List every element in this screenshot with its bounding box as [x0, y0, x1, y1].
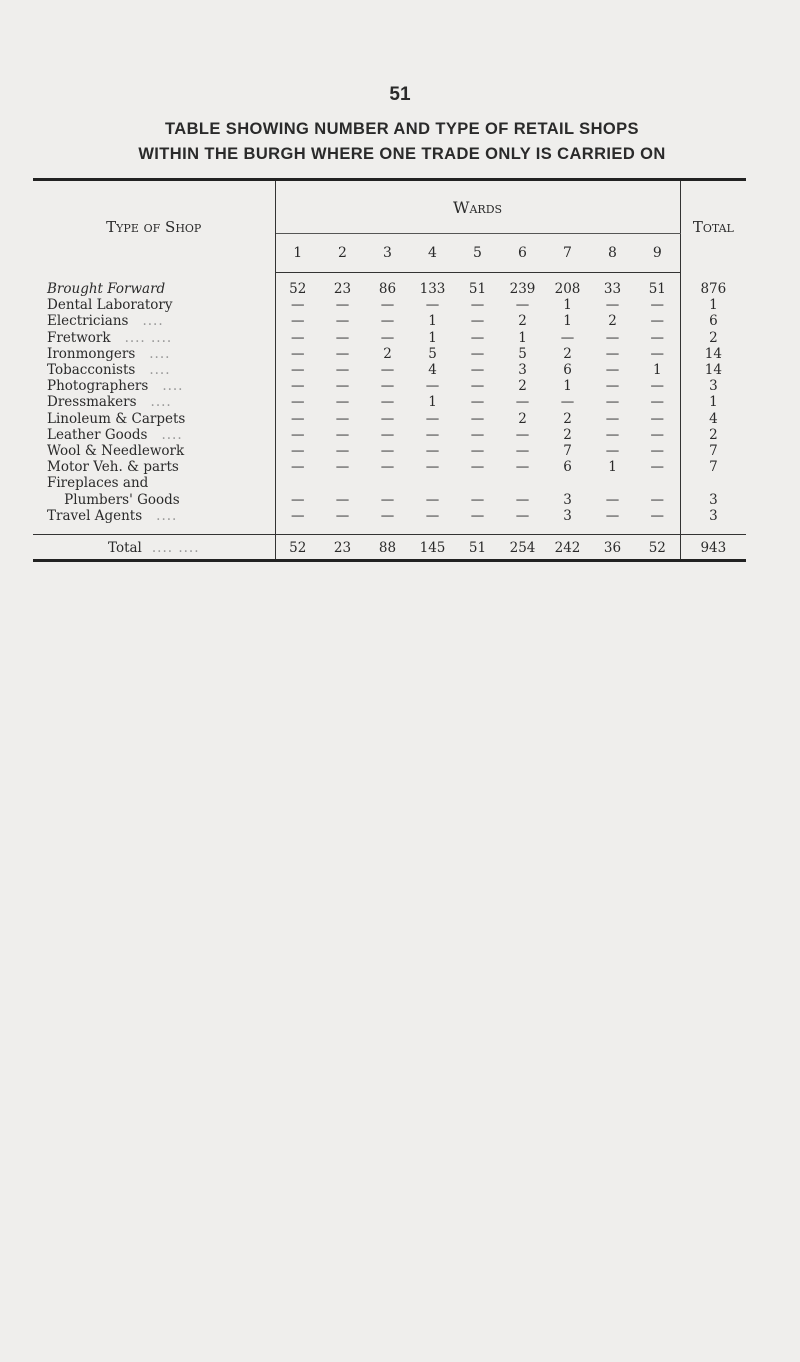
- ward-value-cell: 1: [563, 297, 572, 314]
- ward-value-cell: —: [605, 442, 620, 459]
- ward-value-cell: —: [605, 345, 620, 362]
- shop-type-label: Brought Forward: [47, 280, 166, 297]
- ward-value-cell: —: [380, 362, 395, 379]
- ward-value-cell: [365, 475, 410, 491]
- ward-value-cell: 51: [648, 281, 666, 298]
- ward-value-cell: 4: [428, 362, 437, 379]
- ward-value-cell: —: [560, 394, 575, 411]
- ward-value-cell: —: [291, 313, 305, 330]
- ward-value-cell: —: [335, 459, 350, 476]
- ward-value-cell: 133: [419, 281, 446, 298]
- ward-total-cell: 254: [500, 534, 545, 560]
- total-header: Total: [680, 180, 746, 273]
- table-row: [33, 443, 746, 459]
- ward-value-cell: [455, 475, 500, 491]
- table-row: [33, 273, 746, 298]
- row-total-cell: 1: [680, 394, 746, 410]
- ward-value-cell: —: [335, 442, 350, 459]
- leader-dots: .... ....: [124, 329, 173, 346]
- ward-value-cell: —: [291, 345, 305, 362]
- ward-value-cell: —: [650, 394, 665, 411]
- ward-value-cell: —: [380, 329, 395, 346]
- shop-type-label: Leather Goods: [47, 426, 148, 443]
- table-row: [33, 346, 746, 362]
- ward-number-header: 5: [455, 234, 500, 273]
- totals-row: [33, 534, 746, 560]
- ward-value-cell: —: [650, 313, 665, 330]
- ward-value-cell: 5: [428, 345, 437, 362]
- row-total-cell: 7: [680, 459, 746, 475]
- ward-value-cell: —: [291, 426, 305, 443]
- ward-value-cell: 3: [563, 491, 572, 508]
- shop-type-label: Photographers: [47, 378, 149, 395]
- ward-total-cell: 52: [635, 534, 680, 560]
- ward-number-header: 6: [500, 234, 545, 273]
- leader-dots: ....: [149, 345, 171, 362]
- ward-value-cell: 3: [518, 362, 527, 379]
- row-total-cell: 876: [680, 273, 746, 298]
- ward-value-cell: —: [335, 491, 350, 508]
- ward-number-header: 7: [545, 234, 590, 273]
- shop-type-label: Wool & Needlework: [47, 442, 185, 459]
- ward-value-cell: 1: [563, 378, 572, 395]
- ward-total-cell: 88: [365, 534, 410, 560]
- ward-value-cell: —: [650, 345, 665, 362]
- leader-dots: ....: [142, 313, 164, 330]
- ward-value-cell: —: [291, 297, 305, 314]
- ward-value-cell: 3: [563, 507, 572, 524]
- ward-value-cell: —: [335, 426, 350, 443]
- table-row: [33, 362, 746, 378]
- ward-value-cell: —: [605, 362, 620, 379]
- shop-type-label: Dressmakers: [47, 394, 137, 411]
- ward-value-cell: —: [605, 410, 620, 427]
- ward-value-cell: —: [470, 394, 485, 411]
- ward-value-cell: —: [470, 459, 485, 476]
- ward-value-cell: —: [291, 410, 305, 427]
- totals-label-cell: [33, 534, 275, 560]
- shop-type-cell: [33, 508, 275, 535]
- ward-value-cell: 52: [289, 281, 307, 298]
- ward-value-cell: [635, 475, 680, 491]
- ward-value-cell: —: [425, 442, 440, 459]
- shop-type-label: Electricians: [47, 313, 129, 330]
- ward-value-cell: —: [380, 297, 395, 314]
- shop-type-cell: [33, 346, 275, 362]
- ward-value-cell: —: [335, 297, 350, 314]
- shop-type-label: Plumbers' Goods: [47, 491, 180, 508]
- ward-value-cell: 2: [518, 313, 527, 330]
- ward-value-cell: 2: [383, 345, 392, 362]
- ward-value-cell: —: [335, 378, 350, 395]
- table-row: [33, 491, 746, 507]
- ward-value-cell: —: [335, 329, 350, 346]
- table-row: [33, 394, 746, 410]
- ward-value-cell: —: [425, 378, 440, 395]
- ward-total-cell: 51: [455, 534, 500, 560]
- ward-value-cell: —: [470, 426, 485, 443]
- ward-value-cell: [500, 475, 545, 491]
- shop-type-cell: [33, 394, 275, 410]
- ward-value-cell: —: [650, 329, 665, 346]
- ward-value-cell: [545, 475, 590, 491]
- shop-type-label: Tobacconists: [47, 362, 136, 379]
- ward-value-cell: —: [470, 362, 485, 379]
- ward-value-cell: —: [605, 329, 620, 346]
- ward-value-cell: —: [605, 394, 620, 411]
- leader-dots: ....: [149, 362, 171, 379]
- ward-value-cell: —: [425, 426, 440, 443]
- row-total-cell: 14: [680, 346, 746, 362]
- ward-value-cell: —: [335, 507, 350, 524]
- ward-value-cell: —: [335, 345, 350, 362]
- ward-value-cell: 1: [563, 313, 572, 330]
- shop-type-cell: [33, 273, 275, 298]
- row-total-cell: 3: [680, 508, 746, 535]
- ward-value-cell: —: [380, 507, 395, 524]
- ward-value-cell: 2: [563, 345, 572, 362]
- row-total-cell: 2: [680, 427, 746, 443]
- table-row: [33, 330, 746, 346]
- ward-value-cell: 1: [608, 459, 617, 476]
- ward-value-cell: 86: [378, 281, 397, 298]
- ward-value-cell: —: [291, 362, 305, 379]
- ward-value-cell: —: [515, 491, 530, 508]
- ward-value-cell: —: [380, 459, 395, 476]
- ward-total-cell: 52: [275, 534, 320, 560]
- ward-value-cell: —: [470, 410, 485, 427]
- table-title-line-1: TABLE SHOWING NUMBER AND TYPE OF RETAIL SHOPS: [165, 120, 639, 138]
- ward-value-cell: —: [515, 394, 530, 411]
- ward-value-cell: —: [380, 394, 395, 411]
- ward-value-cell: —: [291, 459, 305, 476]
- shop-type-cell: [33, 459, 275, 475]
- shop-type-label: Linoleum & Carpets: [47, 410, 186, 427]
- ward-value-cell: 5: [518, 345, 527, 362]
- shop-type-label: Fireplaces and: [47, 475, 149, 492]
- shop-type-cell: [33, 330, 275, 346]
- ward-value-cell: 1: [428, 394, 437, 411]
- ward-value-cell: —: [650, 491, 665, 508]
- ward-total-cell: 145: [410, 534, 455, 560]
- ward-value-cell: —: [605, 507, 620, 524]
- ward-value-cell: —: [470, 297, 485, 314]
- ward-value-cell: —: [515, 507, 530, 524]
- shop-type-cell: [33, 475, 275, 491]
- ward-value-cell: —: [291, 442, 305, 459]
- ward-value-cell: 51: [468, 281, 487, 298]
- row-total-cell: 3: [680, 378, 746, 394]
- shop-type-cell: [33, 411, 275, 427]
- ward-value-cell: —: [380, 426, 395, 443]
- table-row: [33, 411, 746, 427]
- shop-type-cell: [33, 378, 275, 394]
- ward-value-cell: —: [425, 491, 440, 508]
- ward-value-cell: —: [560, 329, 575, 346]
- ward-value-cell: 23: [333, 281, 352, 298]
- ward-value-cell: 2: [563, 426, 572, 443]
- ward-value-cell: 208: [554, 281, 581, 298]
- ward-value-cell: [275, 475, 320, 491]
- ward-value-cell: —: [335, 394, 350, 411]
- ward-value-cell: 1: [518, 329, 527, 346]
- row-total-cell: 2: [680, 330, 746, 346]
- table-row: [33, 378, 746, 394]
- ward-value-cell: —: [470, 507, 485, 524]
- retail-shops-table: [33, 178, 746, 562]
- ward-number-header: 8: [590, 234, 635, 273]
- row-total-cell: 4: [680, 411, 746, 427]
- ward-value-cell: —: [470, 313, 485, 330]
- grand-total-cell: 943: [680, 534, 746, 560]
- ward-total-cell: 36: [590, 534, 635, 560]
- page-number: 51: [389, 84, 411, 105]
- ward-value-cell: —: [650, 378, 665, 395]
- ward-value-cell: —: [650, 297, 665, 314]
- ward-value-cell: —: [380, 378, 395, 395]
- row-total-cell: 6: [680, 313, 746, 329]
- ward-value-cell: 7: [563, 442, 572, 459]
- shop-type-label: Motor Veh. & parts: [47, 459, 179, 476]
- shop-type-cell: [33, 443, 275, 459]
- ward-value-cell: —: [470, 345, 485, 362]
- ward-value-cell: —: [515, 442, 530, 459]
- ward-value-cell: —: [335, 313, 350, 330]
- ward-value-cell: —: [470, 491, 485, 508]
- ward-value-cell: —: [380, 313, 395, 330]
- ward-number-header: 4: [410, 234, 455, 273]
- ward-value-cell: —: [425, 410, 440, 427]
- leader-dots: ....: [162, 378, 184, 395]
- row-total-cell: 14: [680, 362, 746, 378]
- ward-value-cell: 33: [603, 281, 622, 298]
- ward-number-header: 1: [275, 234, 320, 273]
- ward-value-cell: —: [515, 459, 530, 476]
- ward-value-cell: —: [425, 459, 440, 476]
- shop-type-label: Travel Agents: [47, 507, 143, 524]
- ward-value-cell: 2: [563, 410, 572, 427]
- shop-type-cell: [33, 491, 275, 507]
- ward-value-cell: 2: [518, 410, 527, 427]
- ward-value-cell: —: [650, 442, 665, 459]
- ward-value-cell: —: [380, 491, 395, 508]
- row-total-cell: 3: [680, 491, 746, 507]
- ward-total-cell: 242: [545, 534, 590, 560]
- ward-value-cell: [410, 475, 455, 491]
- ward-value-cell: —: [335, 362, 350, 379]
- ward-value-cell: 6: [563, 459, 572, 476]
- ward-value-cell: —: [291, 329, 305, 346]
- leader-dots: .... ....: [151, 539, 200, 556]
- ward-value-cell: 1: [428, 313, 437, 330]
- ward-value-cell: 1: [653, 362, 662, 379]
- table-row: [33, 297, 746, 313]
- ward-value-cell: —: [650, 426, 665, 443]
- shop-type-cell: [33, 362, 275, 378]
- ward-value-cell: 2: [518, 378, 527, 395]
- ward-value-cell: —: [650, 507, 665, 524]
- ward-value-cell: —: [650, 410, 665, 427]
- wards-header: Wards: [275, 180, 680, 234]
- ward-value-cell: —: [605, 378, 620, 395]
- ward-value-cell: —: [291, 491, 305, 508]
- ward-value-cell: —: [425, 507, 440, 524]
- ward-value-cell: —: [335, 410, 350, 427]
- ward-value-cell: —: [291, 394, 305, 411]
- ward-value-cell: —: [380, 442, 395, 459]
- ward-value-cell: —: [425, 297, 440, 314]
- table-row: [33, 508, 746, 535]
- ward-total-cell: 23: [320, 534, 365, 560]
- row-total-cell: 7: [680, 443, 746, 459]
- ward-value-cell: —: [605, 426, 620, 443]
- table-row: [33, 313, 746, 329]
- row-total-cell: [680, 475, 746, 491]
- ward-number-header: 9: [635, 234, 680, 273]
- table-row: [33, 427, 746, 443]
- ward-value-cell: —: [380, 410, 395, 427]
- ward-value-cell: —: [515, 297, 530, 314]
- shop-type-cell: [33, 297, 275, 313]
- ward-value-cell: 1: [428, 329, 437, 346]
- shop-type-cell: [33, 427, 275, 443]
- ward-value-cell: 6: [563, 362, 572, 379]
- leader-dots: ....: [156, 507, 178, 524]
- table-title-line-2: WITHIN THE BURGH WHERE ONE TRADE ONLY IS CARRIED ON: [138, 145, 666, 163]
- retail-shops-table-container: [33, 178, 746, 562]
- ward-value-cell: 239: [509, 281, 536, 298]
- ward-value-cell: —: [470, 329, 485, 346]
- ward-value-cell: [320, 475, 365, 491]
- ward-value-cell: —: [291, 378, 305, 395]
- table-row: [33, 475, 746, 491]
- ward-value-cell: 2: [608, 313, 617, 330]
- ward-number-header: 3: [365, 234, 410, 273]
- ward-value-cell: —: [605, 297, 620, 314]
- ward-value-cell: —: [605, 491, 620, 508]
- shop-type-label: Fretwork: [47, 329, 111, 346]
- ward-value-cell: —: [291, 507, 305, 524]
- leader-dots: ....: [150, 394, 172, 411]
- shop-type-label: Ironmongers: [47, 345, 136, 362]
- table-row: [33, 459, 746, 475]
- leader-dots: ....: [161, 426, 183, 443]
- totals-label: Total: [107, 539, 142, 556]
- ward-value-cell: —: [515, 426, 530, 443]
- ward-value-cell: —: [650, 459, 665, 476]
- shop-type-label: Dental Laboratory: [47, 297, 173, 314]
- type-of-shop-header: Type of Shop: [33, 180, 275, 273]
- row-total-cell: 1: [680, 297, 746, 313]
- shop-type-cell: [33, 313, 275, 329]
- ward-value-cell: —: [470, 442, 485, 459]
- ward-value-cell: —: [470, 378, 485, 395]
- ward-value-cell: [590, 475, 635, 491]
- ward-number-header: 2: [320, 234, 365, 273]
